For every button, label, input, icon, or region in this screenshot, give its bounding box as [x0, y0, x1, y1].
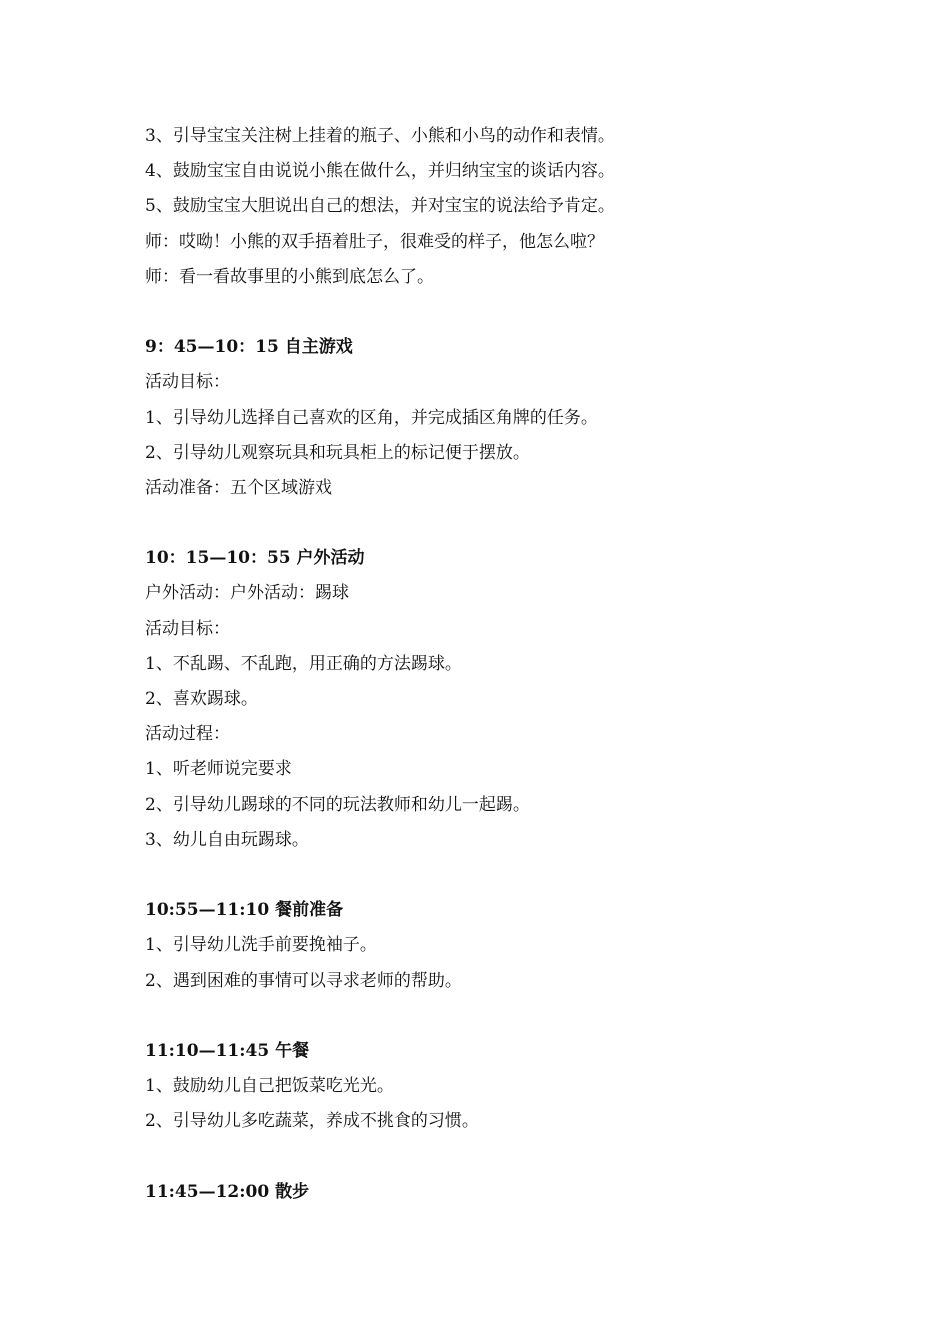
section-line: 1、听老师说完要求 — [145, 759, 292, 780]
section-free-play — [145, 330, 865, 506]
section-heading: 10:55—11:10 餐前准备 — [145, 900, 344, 921]
section-meal-prep — [145, 893, 865, 999]
section-heading: 11:10—11:45 午餐 — [145, 1040, 310, 1061]
intro-block — [145, 119, 865, 295]
section-heading: 11:45—12:00 散步 — [145, 1181, 310, 1202]
section-gap — [145, 506, 865, 541]
intro-line: 3、引导宝宝关注树上挂着的瓶子、小熊和小鸟的动作和表情。 — [145, 126, 615, 146]
section-gap — [145, 1139, 865, 1174]
intro-line: 师：看一看故事里的小熊到底怎么了。 — [145, 266, 434, 287]
section-line: 2、引导幼儿踢球的不同的玩法教师和幼儿一起踢。 — [145, 794, 530, 815]
section-gap — [145, 858, 865, 893]
section-line: 活动过程： — [145, 724, 230, 745]
intro-line: 4、鼓励宝宝自由说说小熊在做什么，并归纳宝宝的谈话内容。 — [145, 161, 615, 182]
section-walk — [145, 1175, 865, 1210]
section-line: 活动目标： — [145, 372, 230, 393]
section-line: 2、遇到困难的事情可以寻求老师的帮助。 — [145, 970, 462, 991]
intro-line: 5、鼓励宝宝大胆说出自己的想法，并对宝宝的说法给予肯定。 — [145, 196, 615, 217]
section-heading: 10：15—10：55 户外活动 — [145, 548, 365, 569]
section-line: 1、鼓励幼儿自己把饭菜吃光光。 — [145, 1076, 394, 1097]
document-page — [145, 119, 865, 1210]
section-outdoor-activity — [145, 541, 865, 858]
section-line: 1、不乱踢、不乱跑，用正确的方法踢球。 — [145, 653, 462, 674]
section-line: 活动目标： — [145, 618, 230, 639]
section-gap — [145, 295, 865, 330]
section-line: 1、引导幼儿洗手前要挽袖子。 — [145, 935, 377, 956]
section-line: 1、引导幼儿选择自己喜欢的区角，并完成插区角牌的任务。 — [145, 407, 598, 428]
section-line: 2、喜欢踢球。 — [145, 689, 258, 709]
intro-line: 师：哎呦！小熊的双手捂着肚子，很难受的样子，他怎么啦？ — [145, 231, 604, 252]
section-line: 户外活动：户外活动：踢球 — [145, 583, 349, 604]
section-line: 活动准备：五个区域游戏 — [145, 477, 332, 498]
section-lunch — [145, 1034, 865, 1140]
section-line: 2、引导幼儿多吃蔬菜，养成不挑食的习惯。 — [145, 1111, 479, 1132]
section-line: 3、幼儿自由玩踢球。 — [145, 829, 309, 850]
section-gap — [145, 999, 865, 1034]
section-heading: 9：45—10：15 自主游戏 — [145, 337, 353, 358]
section-line: 2、引导幼儿观察玩具和玩具柜上的标记便于摆放。 — [145, 442, 530, 463]
